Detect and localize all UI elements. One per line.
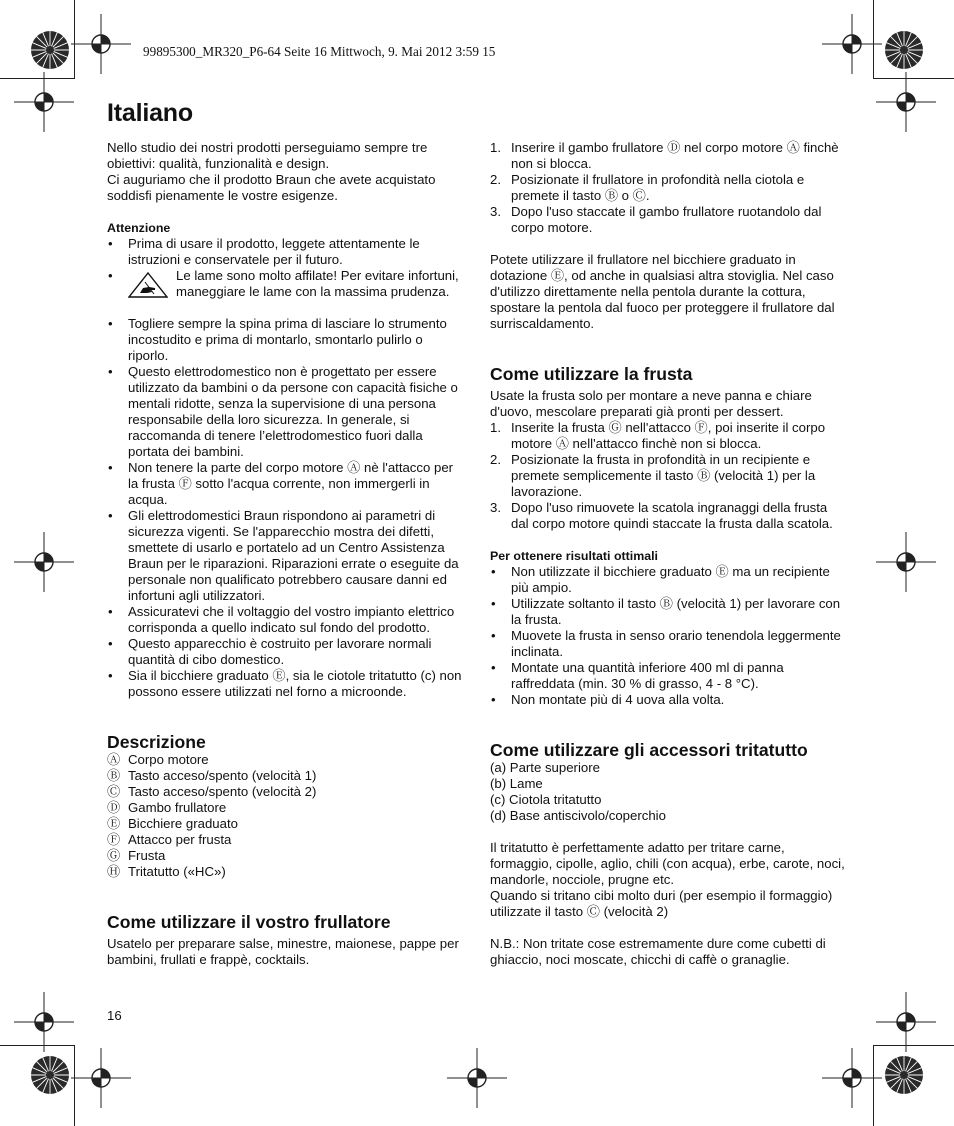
list-item: (d) Base antiscivolo/coperchio	[490, 808, 666, 823]
blender-steps	[490, 140, 848, 236]
part-marker: Ⓑ	[107, 768, 121, 783]
starburst-target-icon	[30, 1055, 70, 1095]
description-heading: Descrizione	[107, 732, 206, 752]
description-list	[107, 752, 463, 880]
starburst-target-icon	[884, 1055, 924, 1095]
registration-crosshair-icon	[822, 14, 882, 74]
step-number: 1.	[490, 140, 501, 155]
list-item: • Togliere sempre la spina prima di lasciare lo strumento incostudito e prima di montarlo, smontarlo pulirlo o riporlo.	[107, 316, 463, 364]
step-text: Posizionate la frusta in profondità in un recipiente e premete semplicemente il tasto Ⓑ (velocità 1) per la lavorazione.	[511, 452, 816, 499]
list-item	[107, 800, 463, 816]
list-item: • Non utilizzate il bicchiere graduato Ⓔ ma un recipiente più ampio.	[490, 564, 848, 596]
starburst-target-icon	[30, 30, 70, 70]
part-marker: Ⓒ	[107, 784, 121, 799]
chopper-parts-list	[490, 760, 848, 824]
list-item	[107, 816, 463, 832]
list-item: • Non tenere la parte del corpo motore Ⓐ nè l'attacco per la frusta Ⓕ sotto l'acqua corrente, non immergerli in acqua.	[107, 460, 463, 508]
tips-list	[490, 564, 848, 708]
step-text: Inserire il gambo frullatore Ⓓ nel corpo motore Ⓐ finchè non si blocca.	[511, 140, 839, 171]
chopper-text: Il tritatutto è perfettamente adatto per tritare carne, formaggio, cipolle, aglio, chili (con acqua), erbe, carote, noci, mandorle, nocciole, prugne etc.	[490, 840, 845, 887]
step-text: Posizionate il frullatore in profondità nella ciotola e premete il tasto Ⓑ o Ⓒ.	[511, 172, 805, 203]
part-label: Tritatutto («HC»)	[128, 864, 226, 879]
step-number: 2.	[490, 452, 501, 467]
list-item: (a) Parte superiore	[490, 760, 600, 775]
part-marker: Ⓔ	[107, 816, 121, 831]
list-item-warning	[107, 268, 463, 316]
list-item: • Questo elettrodomestico non è progettato per essere utilizzato da bambini o da persone con capacità fisiche o mentali ridotte, senza la supervisione di una persona responsabile della loro sicurezza. In generale, si raccomanda di tenere l’elettrodomestico fuori dalla portata dei bambini.	[107, 364, 463, 460]
list-item: • Assicuratevi che il voltaggio del vostro impianto elettrico corrisponda a quello indicato sul fondo del prodotto.	[107, 604, 463, 636]
registration-crosshair-icon	[447, 1048, 507, 1108]
list-item: • Non montate più di 4 uova alla volta.	[490, 692, 848, 708]
part-marker: Ⓖ	[107, 848, 121, 863]
blender-use-text: Usatelo per preparare salse, minestre, maionese, pappe per bambini, frullati e frappè, cocktails.	[107, 936, 459, 967]
part-label: Frusta	[128, 848, 166, 863]
warning-text: • Le lame sono molto affilate! Per evitare infortuni, maneggiare le lame con la massima prudenza.	[176, 268, 459, 299]
registration-crosshair-icon	[876, 72, 936, 132]
step-item	[490, 500, 848, 532]
list-item: • Muovete la frusta in senso orario tenendola leggermente inclinata.	[490, 628, 848, 660]
part-label: Gambo frullatore	[128, 800, 227, 815]
part-marker: Ⓐ	[107, 752, 121, 767]
list-item: • Sia il bicchiere graduato Ⓔ, sia le ciotole tritatutto (c) non possono essere utilizzati nel forno a microonde.	[107, 668, 463, 700]
list-item	[107, 784, 463, 800]
part-label: Attacco per frusta	[128, 832, 232, 847]
part-label: Corpo motore	[128, 752, 209, 767]
step-item	[490, 452, 848, 500]
step-item	[490, 172, 848, 204]
step-item	[490, 140, 848, 172]
registration-crosshair-icon	[876, 992, 936, 1052]
left-column	[107, 140, 463, 968]
step-number: 3.	[490, 500, 501, 515]
step-text: Inserite la frusta Ⓖ nell'attacco Ⓕ, poi inserite il corpo motore Ⓐ nell'attacco finchè non si blocca.	[511, 420, 826, 451]
list-item	[107, 752, 463, 768]
intro-paragraph: Ci auguriamo che il prodotto Braun che avete acquistato soddisfi pienamente le vostre esigenze.	[107, 172, 436, 203]
tips-heading: Per ottenere risultati ottimali	[490, 549, 658, 563]
attention-heading: Attenzione	[107, 221, 171, 235]
registration-crosshair-icon	[14, 72, 74, 132]
part-marker: Ⓓ	[107, 800, 121, 815]
print-header: 99895300_MR320_P6-64 Seite 16 Mittwoch, 9. Mai 2012 3:59 15	[143, 44, 496, 59]
intro-paragraph: Nello studio dei nostri prodotti perseguiamo sempre tre obiettivi: qualità, funzionalità e design.	[107, 140, 428, 171]
list-item: • Utilizzate soltanto il tasto Ⓑ (velocità 1) per lavorare con la frusta.	[490, 596, 848, 628]
whisk-use-text: Usate la frusta solo per montare a neve panna e chiare d'uovo, mescolare preparati già pronti per dessert.	[490, 388, 812, 419]
step-text: Dopo l'uso rimuovete la scatola ingranaggi della frusta dal corpo motore quindi staccate la frusta dalla scatola.	[511, 500, 833, 531]
page-title: Italiano	[107, 99, 193, 127]
step-number: 2.	[490, 172, 501, 187]
list-item	[107, 768, 463, 784]
registration-crosshair-icon	[822, 1048, 882, 1108]
part-marker: Ⓕ	[107, 832, 121, 847]
list-item	[107, 848, 463, 864]
right-column	[490, 140, 848, 968]
registration-crosshair-icon	[71, 1048, 131, 1108]
chopper-use-heading: Come utilizzare gli accessori tritatutto	[490, 740, 808, 760]
list-item: (c) Ciotola tritatutto	[490, 792, 602, 807]
step-number: 1.	[490, 420, 501, 435]
blender-note: Potete utilizzare il frullatore nel bicchiere graduato in dotazione Ⓔ, od anche in qualsiasi altra stoviglia. Nel caso d'utilizzo direttamente nella pentola durante la cottura, spostare la pentola dal fuoco per proteggere il frullatore dal surriscaldamento.	[490, 252, 835, 331]
whisk-steps	[490, 420, 848, 532]
page-number: 16	[107, 1008, 122, 1023]
list-item: • Questo apparecchio è costruito per lavorare normali quantità di cibo domestico.	[107, 636, 463, 668]
whisk-use-heading: Come utilizzare la frusta	[490, 364, 693, 384]
part-label: Tasto acceso/spento (velocità 1)	[128, 768, 317, 783]
registration-crosshair-icon	[71, 14, 131, 74]
attention-list	[107, 236, 463, 700]
part-label: Bicchiere graduato	[128, 816, 238, 831]
part-label: Tasto acceso/spento (velocità 2)	[128, 784, 317, 799]
blender-use-heading: Come utilizzare il vostro frullatore	[107, 912, 391, 932]
step-number: 3.	[490, 204, 501, 219]
registration-crosshair-icon	[14, 532, 74, 592]
part-marker: Ⓗ	[107, 864, 121, 879]
starburst-target-icon	[884, 30, 924, 70]
step-item	[490, 420, 848, 452]
step-item	[490, 204, 848, 236]
list-item: • Montate una quantità inferiore 400 ml di panna raffreddata (min. 30 % di grasso, 4 - 8 °C).	[490, 660, 848, 692]
chopper-text: Quando si tritano cibi molto duri (per esempio il formaggio) utilizzate il tasto Ⓒ (velocità 2)	[490, 888, 833, 919]
list-item: (b) Lame	[490, 776, 543, 791]
list-item: • Prima di usare il prodotto, leggete attentamente le istruzioni e conservatele per il futuro.	[107, 236, 463, 268]
chopper-note: N.B.: Non tritate cose estremamente dure come cubetti di ghiaccio, noci moscate, chicchi di caffè o granaglie.	[490, 936, 826, 967]
list-item	[107, 864, 463, 880]
registration-crosshair-icon	[14, 992, 74, 1052]
step-text: Dopo l'uso staccate il gambo frullatore ruotandolo dal corpo motore.	[511, 204, 822, 235]
registration-crosshair-icon	[876, 532, 936, 592]
list-item	[107, 832, 463, 848]
cut-hand-warning-icon	[128, 272, 168, 298]
list-item: • Gli elettrodomestici Braun rispondono ai parametri di sicurezza vigenti. Se l'apparecchio mostra dei difetti, smettete di usarlo e portatelo ad un Centro Assistenza Braun per le riparazioni. Riparazioni errate o eseguite da personale non qualificato potrebbero causare danni ed infortuni agli utilizzatori.	[107, 508, 463, 604]
